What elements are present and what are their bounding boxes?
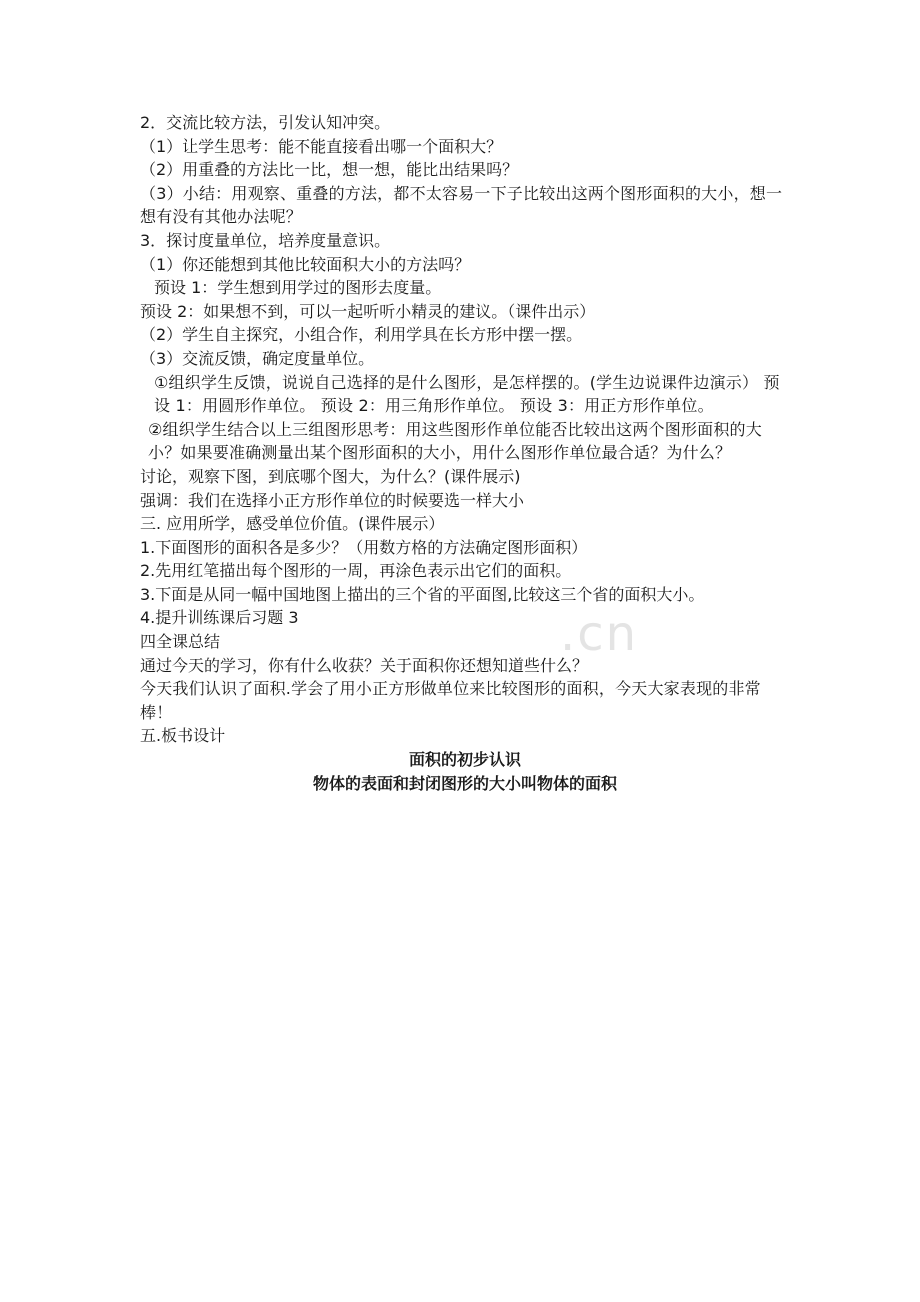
paragraph: （3）交流反馈，确定度量单位。 [140, 348, 375, 368]
watermark: .cn [560, 606, 639, 662]
paragraph: （2）用重叠的方法比一比，想一想，能比出结果吗？ [140, 160, 519, 180]
document-body [140, 111, 790, 795]
paragraph: ①组织学生反馈，说说自己选择的是什么图形，是怎样摆的。(学生边说课件边演示） 预设 1：用圆形作单位。 预设 2：用三角形作单位。 预设 3：用正方形作单位。 [154, 372, 780, 416]
paragraph: ②组织学生结合以上三组图形思考：用这些图形作单位能否比较出这两个图形面积的大小？如果要准确测量出某个图形面积的大小，用什么图形作单位最合适？为什么？ [148, 419, 762, 463]
paragraph: 通过今天的学习，你有什么收获？关于面积你还想知道些什么？ [140, 655, 589, 675]
list-item: 1.下面图形的面积各是多少？（用数方格的方法确定图形面积） [140, 537, 588, 557]
paragraph: （1）你还能想到其他比较面积大小的方法吗？ [140, 254, 471, 274]
paragraph: 讨论，观察下图，到底哪个图大，为什么？(课件展示) [140, 466, 521, 486]
section-heading: 3．探讨度量单位，培养度量意识。 [140, 230, 391, 250]
section-heading: 五.板书设计 [140, 726, 226, 746]
board-definition: 物体的表面和封闭图形的大小叫物体的面积 [312, 773, 617, 793]
paragraph: （3）小结：用观察、重叠的方法，都不太容易一下子比较出这两个图形面积的大小，想一想有没有其他办法呢？ [140, 183, 783, 227]
board-title: 面积的初步认识 [408, 750, 521, 770]
paragraph: （2）学生自主探究，小组合作，利用学具在长方形中摆一摆。 [140, 325, 583, 345]
paragraph: 强调：我们在选择小正方形作单位的时候要选一样大小 [140, 490, 525, 510]
paragraph: （1）让学生思考：能不能直接看出哪一个面积大？ [140, 136, 503, 156]
list-item: 4.提升训练课后习题 3 [140, 608, 299, 628]
list-item: 3.下面是从同一幅中国地图上描出的三个省的平面图,比较这三个省的面积大小。 [140, 584, 705, 604]
section-heading: 2．交流比较方法，引发认知冲突。 [140, 113, 391, 132]
list-item: 2.先用红笔描出每个图形的一周，再涂色表示出它们的面积。 [140, 561, 572, 581]
section-heading: 四全课总结 [140, 632, 221, 652]
paragraph: 今天我们认识了面积.学会了用小正方形做单位来比较图形的面积，今天大家表现的非常棒！ [140, 679, 761, 722]
paragraph: 预设 1：学生想到用学过的图形去度量。 [154, 278, 442, 298]
paragraph: 预设 2：如果想不到，可以一起听听小精灵的建议。（课件出示） [140, 301, 596, 321]
section-heading: 三. 应用所学，感受单位价值。(课件展示） [140, 514, 445, 534]
